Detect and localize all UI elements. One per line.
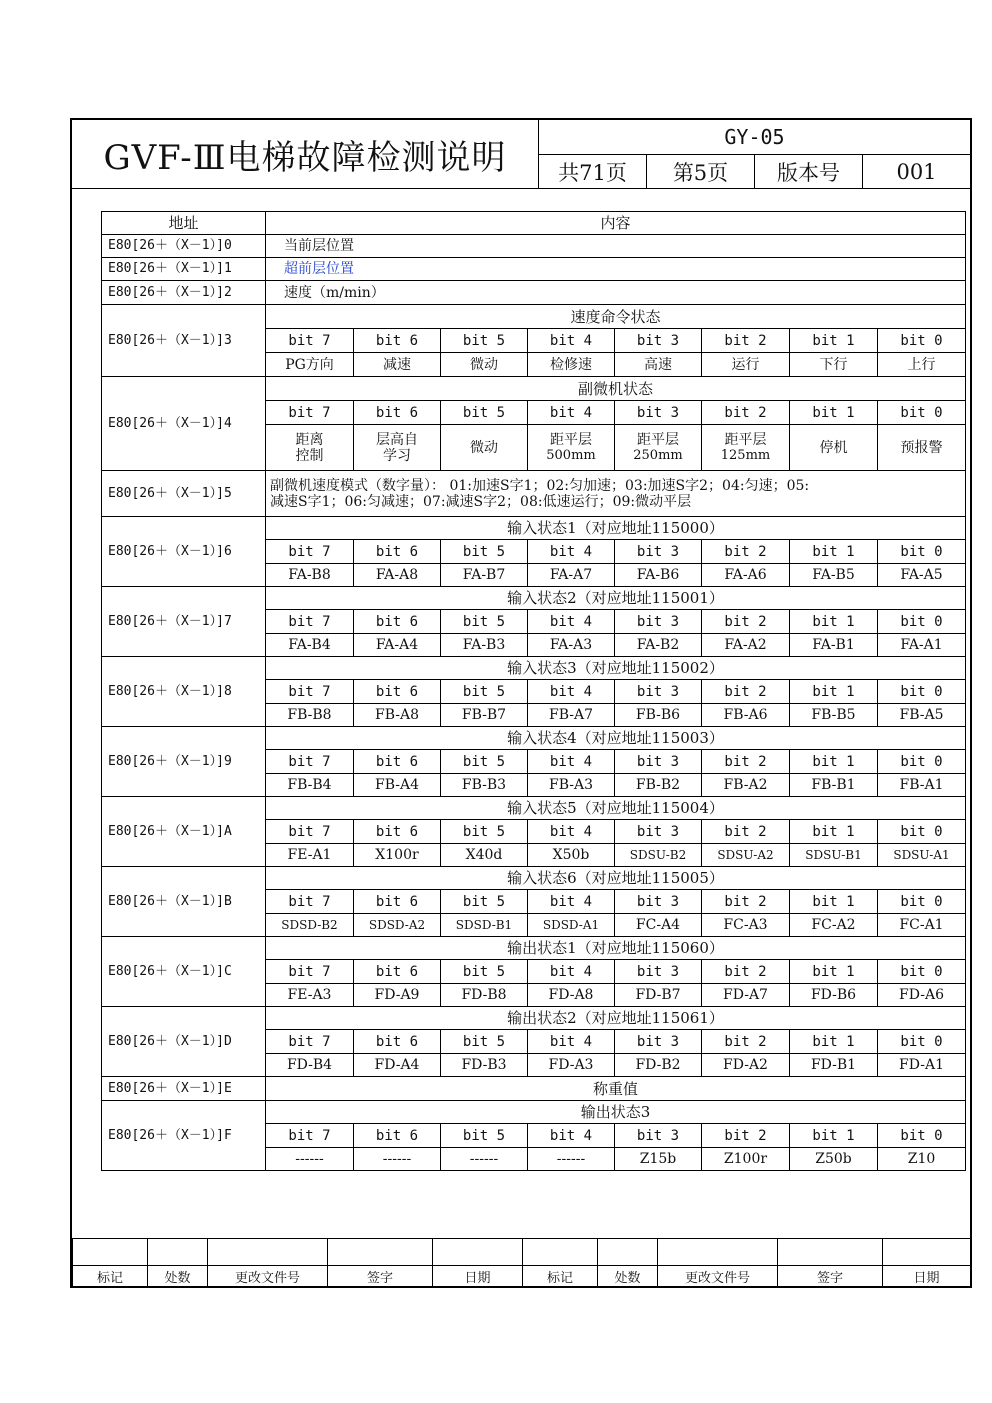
bit-value-line: 250mm xyxy=(633,447,683,463)
bit-label: bit 3 xyxy=(615,540,702,564)
bit-value: FB-B7 xyxy=(441,704,528,727)
register-address: E80[26＋（X－1）]9 xyxy=(102,727,266,797)
bit-value-line: 距平层 xyxy=(724,431,767,448)
bit-value: FB-A4 xyxy=(354,774,441,797)
bit-value: FB-B4 xyxy=(266,774,354,797)
bit-label: bit 7 xyxy=(266,680,354,704)
bit-value: Z50b xyxy=(790,1148,878,1171)
revision-label: 签字 xyxy=(778,1266,883,1287)
bit-label: bit 3 xyxy=(615,750,702,774)
bit-label: bit 3 xyxy=(615,329,702,353)
section-title: 副微机状态 xyxy=(266,377,966,401)
bit-value: FB-A7 xyxy=(528,704,615,727)
bit-label: bit 5 xyxy=(441,610,528,634)
bit-label: bit 5 xyxy=(441,890,528,914)
table-header-row xyxy=(102,212,966,235)
table-row xyxy=(102,937,966,960)
revision-label: 更改文件号 xyxy=(208,1266,328,1287)
register-address: E80[26＋（X－1）]D xyxy=(102,1007,266,1077)
bit-value: FD-B7 xyxy=(615,984,702,1007)
bit-value: 下行 xyxy=(790,353,878,377)
bit-value: 检修速 xyxy=(528,353,615,377)
bit-label: bit 2 xyxy=(702,1124,790,1148)
bit-value-line: 停机 xyxy=(819,439,848,456)
bit-label: bit 2 xyxy=(702,329,790,353)
bit-value: FB-B8 xyxy=(266,704,354,727)
bit-label: bit 0 xyxy=(878,890,966,914)
bit-label: bit 5 xyxy=(441,540,528,564)
bit-label: bit 1 xyxy=(790,750,878,774)
section-title: 输入状态2（对应地址115001） xyxy=(266,587,966,610)
bit-value: FD-A3 xyxy=(528,1054,615,1077)
bit-value xyxy=(702,425,790,471)
register-address: E80[26＋（X－1）]E xyxy=(102,1077,266,1101)
bit-value: FD-B3 xyxy=(441,1054,528,1077)
bit-label: bit 4 xyxy=(528,1030,615,1054)
register-content: 称重值 xyxy=(266,1077,966,1101)
bit-value: FA-B3 xyxy=(441,634,528,657)
bit-value: SDSD-A2 xyxy=(354,914,441,937)
bit-label: bit 4 xyxy=(528,960,615,984)
revision-label: 标记 xyxy=(73,1266,148,1287)
bit-value: 运行 xyxy=(702,353,790,377)
bit-label: bit 0 xyxy=(878,680,966,704)
bit-label: bit 1 xyxy=(790,890,878,914)
bit-value: FB-B3 xyxy=(441,774,528,797)
bit-value: FA-A8 xyxy=(354,564,441,587)
bit-value: FA-B6 xyxy=(615,564,702,587)
register-address: E80[26＋（X－1）]6 xyxy=(102,517,266,587)
bit-value: FD-A4 xyxy=(354,1054,441,1077)
table-row xyxy=(102,471,966,517)
bit-value xyxy=(266,425,354,471)
register-address: E80[26＋（X－1）]3 xyxy=(102,305,266,377)
register-address: E80[26＋（X－1）]B xyxy=(102,867,266,937)
bit-label: bit 3 xyxy=(615,960,702,984)
bit-label: bit 0 xyxy=(878,540,966,564)
register-address: E80[26＋（X－1）]1 xyxy=(102,258,266,281)
bit-value-line: 层高自 xyxy=(376,431,418,448)
bit-label: bit 2 xyxy=(702,680,790,704)
bit-label: bit 4 xyxy=(528,401,615,425)
register-address: E80[26＋（X－1）]4 xyxy=(102,377,266,471)
bit-value-line: 距平层 xyxy=(637,431,679,448)
bit-label: bit 2 xyxy=(702,820,790,844)
bit-label: bit 4 xyxy=(528,1124,615,1148)
bit-value-line: 500mm xyxy=(546,447,596,463)
bit-label: bit 2 xyxy=(702,401,790,425)
register-address: E80[26＋（X－1）]C xyxy=(102,937,266,1007)
bit-label: bit 1 xyxy=(790,1124,878,1148)
bit-label: bit 6 xyxy=(354,401,441,425)
bit-value: FD-B8 xyxy=(441,984,528,1007)
bit-label: bit 2 xyxy=(702,540,790,564)
register-content xyxy=(266,471,966,517)
version-number: 001 xyxy=(862,155,970,188)
bit-label: bit 0 xyxy=(878,401,966,425)
bit-value: FC-A3 xyxy=(702,914,790,937)
bit-label: bit 0 xyxy=(878,750,966,774)
bit-value: FA-B8 xyxy=(266,564,354,587)
bit-value: SDSU-A1 xyxy=(878,844,966,867)
bit-label: bit 7 xyxy=(266,820,354,844)
table-row xyxy=(102,305,966,329)
bit-value xyxy=(354,425,441,471)
bit-value: FA-B4 xyxy=(266,634,354,657)
section-title: 输出状态1（对应地址115060） xyxy=(266,937,966,960)
revision-label: 处数 xyxy=(148,1266,208,1287)
bit-value-line: 微动 xyxy=(470,439,498,456)
bit-label: bit 0 xyxy=(878,610,966,634)
bit-value: FB-B1 xyxy=(790,774,878,797)
bit-label: bit 6 xyxy=(354,890,441,914)
revision-label: 日期 xyxy=(433,1266,523,1287)
bit-value: Z10 xyxy=(878,1148,966,1171)
bit-label: bit 7 xyxy=(266,750,354,774)
bit-label: bit 3 xyxy=(615,401,702,425)
register-content: 速度（m/min） xyxy=(266,281,966,305)
bit-label: bit 3 xyxy=(615,1030,702,1054)
bit-label: bit 2 xyxy=(702,890,790,914)
bit-value xyxy=(790,425,878,471)
document-title: GVF-Ⅲ电梯故障检测说明 xyxy=(103,137,507,178)
bit-label: bit 5 xyxy=(441,1124,528,1148)
bit-value xyxy=(441,425,528,471)
revision-blank-row xyxy=(73,1239,971,1266)
bit-value-line: 控制 xyxy=(295,447,324,464)
column-header-content: 内容 xyxy=(266,212,966,235)
bit-label: bit 2 xyxy=(702,1030,790,1054)
bit-label: bit 5 xyxy=(441,680,528,704)
bit-value: FD-B6 xyxy=(790,984,878,1007)
table-row xyxy=(102,657,966,680)
bit-label: bit 1 xyxy=(790,1030,878,1054)
bit-value: FA-A1 xyxy=(878,634,966,657)
bit-label: bit 4 xyxy=(528,680,615,704)
bit-value xyxy=(615,425,702,471)
table-row xyxy=(102,235,966,258)
bit-label: bit 0 xyxy=(878,329,966,353)
bit-value: ------ xyxy=(528,1148,615,1171)
bit-value: FB-B5 xyxy=(790,704,878,727)
bit-label: bit 6 xyxy=(354,960,441,984)
register-address: E80[26＋（X－1）]0 xyxy=(102,235,266,258)
bit-label: bit 7 xyxy=(266,329,354,353)
bit-label: bit 7 xyxy=(266,1030,354,1054)
meta-row xyxy=(539,155,970,188)
bit-label: bit 2 xyxy=(702,960,790,984)
bit-value: FA-A5 xyxy=(878,564,966,587)
bit-value: X100r xyxy=(354,844,441,867)
register-address: E80[26＋（X－1）]A xyxy=(102,797,266,867)
bit-label: bit 1 xyxy=(790,680,878,704)
bit-value: FA-A7 xyxy=(528,564,615,587)
bit-label: bit 2 xyxy=(702,610,790,634)
bit-label: bit 6 xyxy=(354,329,441,353)
bit-value: X50b xyxy=(528,844,615,867)
bit-label: bit 7 xyxy=(266,1124,354,1148)
table-row xyxy=(102,1077,966,1101)
register-content: 当前层位置 xyxy=(266,235,966,258)
bit-label: bit 4 xyxy=(528,329,615,353)
column-header-address: 地址 xyxy=(102,212,266,235)
bit-label: bit 5 xyxy=(441,960,528,984)
document-code: GY-05 xyxy=(539,120,970,155)
bit-label: bit 1 xyxy=(790,540,878,564)
bit-value: PG方向 xyxy=(266,353,354,377)
bit-label: bit 1 xyxy=(790,329,878,353)
total-pages: 共71页 xyxy=(558,160,627,185)
bit-value: SDSD-B2 xyxy=(266,914,354,937)
bit-label: bit 5 xyxy=(441,329,528,353)
table-row xyxy=(102,517,966,540)
bit-value: SDSU-A2 xyxy=(702,844,790,867)
bit-value: 上行 xyxy=(878,353,966,377)
version-label: 版本号 xyxy=(754,155,862,188)
register-address: E80[26＋（X－1）]8 xyxy=(102,657,266,727)
bit-value: X40d xyxy=(441,844,528,867)
bit-value: FD-A6 xyxy=(878,984,966,1007)
bit-label: bit 6 xyxy=(354,680,441,704)
table-row xyxy=(102,727,966,750)
bit-value: FB-B2 xyxy=(615,774,702,797)
register-content: 超前层位置 xyxy=(266,258,966,281)
bit-label: bit 1 xyxy=(790,820,878,844)
bit-value: 微动 xyxy=(441,353,528,377)
bit-value: FB-B6 xyxy=(615,704,702,727)
section-title: 速度命令状态 xyxy=(266,305,966,329)
bit-value: FB-A5 xyxy=(878,704,966,727)
bit-value: FC-A2 xyxy=(790,914,878,937)
bit-label: bit 0 xyxy=(878,820,966,844)
section-title: 输入状态6（对应地址115005） xyxy=(266,867,966,890)
bit-value: FA-A4 xyxy=(354,634,441,657)
bit-value: Z100r xyxy=(702,1148,790,1171)
bit-value: FA-B5 xyxy=(790,564,878,587)
bit-label: bit 6 xyxy=(354,1124,441,1148)
bit-value: ------ xyxy=(266,1148,354,1171)
bit-label: bit 3 xyxy=(615,890,702,914)
revision-label: 处数 xyxy=(598,1266,658,1287)
bit-value: FC-A4 xyxy=(615,914,702,937)
bit-value: FA-B2 xyxy=(615,634,702,657)
table-row xyxy=(102,281,966,305)
bit-value: FD-B4 xyxy=(266,1054,354,1077)
bit-value: FD-A2 xyxy=(702,1054,790,1077)
bit-label: bit 2 xyxy=(702,750,790,774)
bit-label: bit 6 xyxy=(354,820,441,844)
bit-label: bit 7 xyxy=(266,401,354,425)
table-row xyxy=(102,258,966,281)
bit-value-line: 125mm xyxy=(720,447,771,463)
bit-value-line: 预报警 xyxy=(900,439,943,456)
bit-value: FB-A2 xyxy=(702,774,790,797)
bit-label: bit 0 xyxy=(878,1124,966,1148)
bit-label: bit 7 xyxy=(266,540,354,564)
bit-value: FA-B7 xyxy=(441,564,528,587)
bit-value-line: 学习 xyxy=(383,447,411,464)
section-title: 输入状态1（对应地址115000） xyxy=(266,517,966,540)
bit-value: FE-A1 xyxy=(266,844,354,867)
revision-label: 日期 xyxy=(883,1266,971,1287)
bit-label: bit 7 xyxy=(266,960,354,984)
bit-value: 减速 xyxy=(354,353,441,377)
bit-label: bit 3 xyxy=(615,820,702,844)
bit-label: bit 0 xyxy=(878,960,966,984)
bit-label: bit 1 xyxy=(790,401,878,425)
register-address: E80[26＋（X－1）]5 xyxy=(102,471,266,517)
bit-value: FB-A1 xyxy=(878,774,966,797)
bit-value: SDSU-B2 xyxy=(615,844,702,867)
bit-value: ------ xyxy=(441,1148,528,1171)
bit-value: FB-A3 xyxy=(528,774,615,797)
bit-label: bit 0 xyxy=(878,1030,966,1054)
bit-label: bit 5 xyxy=(441,750,528,774)
header-divider xyxy=(72,188,970,189)
table-row xyxy=(102,377,966,401)
bit-value: FA-A3 xyxy=(528,634,615,657)
bit-label: bit 7 xyxy=(266,890,354,914)
bit-value-line: 距离 xyxy=(295,431,324,448)
section-title: 输出状态3 xyxy=(266,1101,966,1124)
register-address: E80[26＋（X－1）]7 xyxy=(102,587,266,657)
table-row xyxy=(102,587,966,610)
register-table-body xyxy=(102,212,966,1171)
bit-label: bit 4 xyxy=(528,540,615,564)
section-title: 输出状态2（对应地址115061） xyxy=(266,1007,966,1030)
section-title: 输入状态3（对应地址115002） xyxy=(266,657,966,680)
bit-label: bit 5 xyxy=(441,1030,528,1054)
page-number: 第5页 xyxy=(646,155,754,188)
content-line: 减速S字1；06:匀减速；07:减速S字2；08:低速运行；09:微动平层 xyxy=(270,493,692,510)
bit-label: bit 4 xyxy=(528,750,615,774)
bit-label: bit 6 xyxy=(354,750,441,774)
table-row xyxy=(102,1007,966,1030)
document-meta xyxy=(538,120,970,188)
revision-label: 标记 xyxy=(523,1266,598,1287)
bit-label: bit 4 xyxy=(528,820,615,844)
bit-value: FD-B1 xyxy=(790,1054,878,1077)
bit-label: bit 5 xyxy=(441,820,528,844)
bit-label: bit 1 xyxy=(790,960,878,984)
bit-value: FD-A9 xyxy=(354,984,441,1007)
bit-label: bit 6 xyxy=(354,540,441,564)
revision-label: 签字 xyxy=(328,1266,433,1287)
register-address: E80[26＋（X－1）]2 xyxy=(102,281,266,305)
bit-value: SDSD-A1 xyxy=(528,914,615,937)
bit-value: 高速 xyxy=(615,353,702,377)
table-row xyxy=(102,1101,966,1124)
bit-value: SDSU-B1 xyxy=(790,844,878,867)
bit-value: FE-A3 xyxy=(266,984,354,1007)
section-title: 输入状态5（对应地址115004） xyxy=(266,797,966,820)
bit-value: ------ xyxy=(354,1148,441,1171)
revision-table xyxy=(72,1238,971,1287)
bit-value: FD-A7 xyxy=(702,984,790,1007)
bit-label: bit 5 xyxy=(441,401,528,425)
bit-value: FC-A1 xyxy=(878,914,966,937)
bit-value: FD-A1 xyxy=(878,1054,966,1077)
bit-label: bit 1 xyxy=(790,610,878,634)
revision-label-row xyxy=(73,1266,971,1287)
bit-label: bit 3 xyxy=(615,1124,702,1148)
bit-value: FA-A6 xyxy=(702,564,790,587)
bit-value: Z15b xyxy=(615,1148,702,1171)
bit-label: bit 6 xyxy=(354,610,441,634)
register-address: E80[26＋（X－1）]F xyxy=(102,1101,266,1171)
revision-label: 更改文件号 xyxy=(658,1266,778,1287)
bit-value: FB-A6 xyxy=(702,704,790,727)
bit-label: bit 7 xyxy=(266,610,354,634)
bit-label: bit 4 xyxy=(528,890,615,914)
register-table xyxy=(101,211,966,1171)
bit-value: SDSD-B1 xyxy=(441,914,528,937)
bit-value: FB-A8 xyxy=(354,704,441,727)
bit-value: FD-A8 xyxy=(528,984,615,1007)
section-title: 输入状态4（对应地址115003） xyxy=(266,727,966,750)
bit-label: bit 3 xyxy=(615,610,702,634)
bit-value: FA-B1 xyxy=(790,634,878,657)
bit-value xyxy=(878,425,966,471)
bit-label: bit 6 xyxy=(354,1030,441,1054)
bit-value xyxy=(528,425,615,471)
table-row xyxy=(102,867,966,890)
bit-label: bit 4 xyxy=(528,610,615,634)
bit-value: FD-B2 xyxy=(615,1054,702,1077)
bit-label: bit 3 xyxy=(615,680,702,704)
content-line: 副微机速度模式（数字量）： 01:加速S字1；02:匀加速；03:加速S字2；04:匀速；05: xyxy=(270,477,810,494)
bit-value: FA-A2 xyxy=(702,634,790,657)
table-row xyxy=(102,797,966,820)
bit-value-line: 距平层 xyxy=(550,431,592,448)
